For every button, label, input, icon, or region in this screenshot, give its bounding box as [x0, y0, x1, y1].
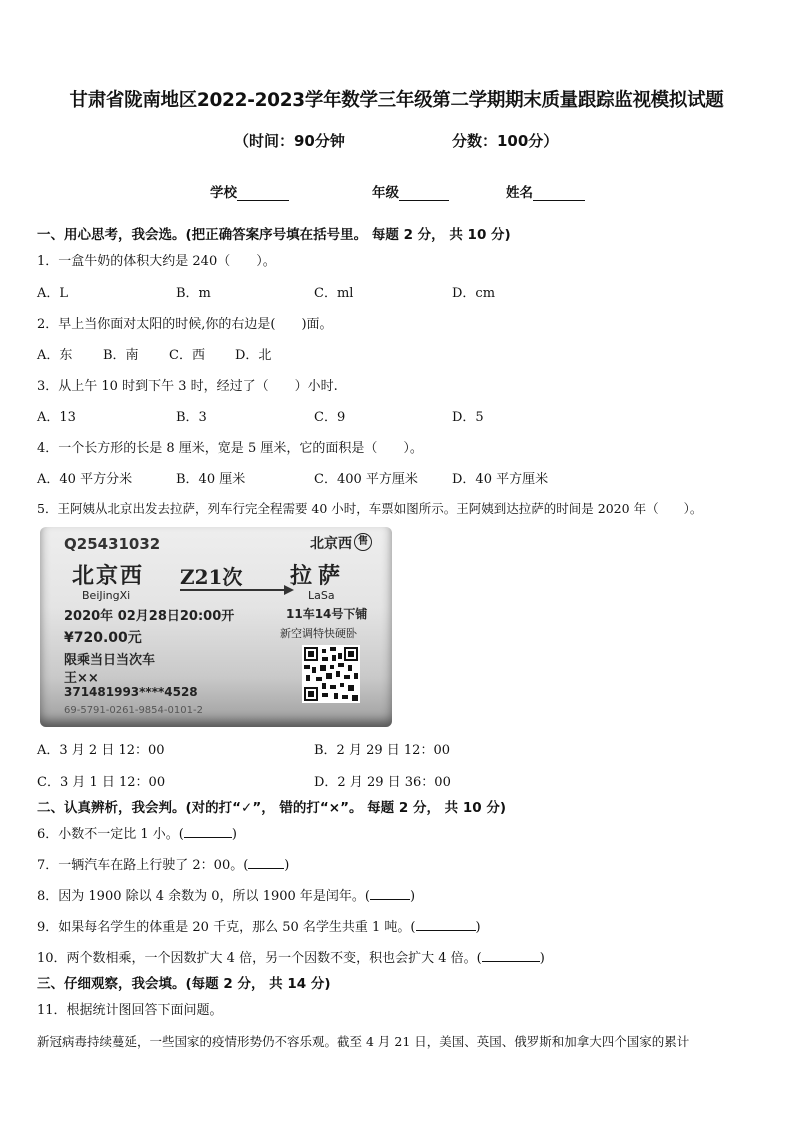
question-6-text: 6．小数不一定比 1 小。( — [37, 827, 184, 842]
school-label: 学校 — [210, 185, 237, 201]
ticket-serial: Q25431032 — [64, 535, 161, 553]
q3-option-b[interactable]: B．3 — [176, 410, 207, 425]
question-3: 3．从上午 10 时到下午 3 时，经过了（ ）小时. — [37, 379, 338, 394]
ticket-passenger: 王×× — [64, 671, 99, 686]
question-4: 4．一个长方形的长是 8 厘米，宽是 5 厘米，它的面积是（ ）。 — [37, 441, 423, 456]
ticket-to-pinyin: LaSa — [308, 589, 335, 602]
question-1: 1．一盒牛奶的体积大约是 240（ ）。 — [37, 254, 276, 269]
question-8 — [37, 885, 415, 904]
grade-blank[interactable] — [399, 186, 449, 201]
question-6 — [37, 823, 237, 842]
q4-option-a[interactable]: A．40 平方分米 — [37, 472, 133, 487]
ticket-sold-mark: 售 — [354, 533, 372, 551]
question-2: 2．早上当你面对太阳的时候,你的右边是( )面。 — [37, 317, 333, 332]
q8-close-paren: ) — [409, 889, 416, 904]
question-11: 11．根据统计图回答下面问题。 — [37, 1003, 223, 1018]
q9-answer-blank[interactable] — [416, 918, 476, 931]
q6-answer-blank[interactable] — [184, 825, 232, 838]
exam-score: 分数：100分） — [452, 132, 559, 150]
q1-option-d[interactable]: D．cm — [452, 286, 496, 301]
q6-close-paren: ) — [231, 827, 237, 842]
exam-time: （时间：90分钟 — [234, 132, 345, 150]
q2-option-a[interactable]: A．东 — [37, 348, 73, 363]
q7-answer-blank[interactable] — [248, 856, 284, 869]
q2-option-d[interactable]: D．北 — [235, 348, 272, 363]
q5-option-b[interactable]: B．2 月 29 日 12：00 — [314, 743, 450, 758]
name-label: 姓名 — [506, 185, 533, 201]
grade-field — [372, 181, 449, 201]
q4-option-c[interactable]: C．400 平方厘米 — [314, 472, 418, 487]
q3-option-a[interactable]: A．13 — [37, 410, 76, 425]
q9-close-paren: ) — [475, 920, 481, 935]
question-11-paragraph: 新冠病毒持续蔓延，一些国家的疫情形势仍不容乐观。截至 4 月 21 日，美国、英国、俄罗斯和加拿大四个国家的累计 — [37, 1034, 690, 1049]
ticket-station: 北京西 — [310, 536, 352, 552]
question-10 — [37, 947, 545, 966]
ticket-from: 北京西 — [72, 563, 145, 589]
ticket-to: 拉萨 — [290, 563, 347, 589]
section-3-heading: 三、仔细观察，我会填。(每题 2 分， 共 14 分) — [37, 976, 331, 992]
question-10-text: 10．两个数相乘，一个因数扩大 4 倍，另一个因数不变，积也会扩大 4 倍。( — [37, 951, 482, 966]
q3-option-d[interactable]: D．5 — [452, 410, 484, 425]
name-blank[interactable] — [533, 186, 585, 201]
q5-option-a[interactable]: A．3 月 2 日 12：00 — [37, 743, 165, 758]
question-9-text: 9．如果每名学生的体重是 20 千克，那么 50 名学生共重 1 吨。( — [37, 920, 416, 935]
q5-option-c[interactable]: C．3 月 1 日 12：00 — [37, 775, 166, 790]
question-9 — [37, 916, 481, 935]
ticket-code: 69-5791-0261-9854-0101-2 — [64, 705, 203, 716]
school-field — [210, 181, 289, 201]
section-1-heading: 一、用心思考，我会选。(把正确答案序号填在括号里。 每题 2 分， 共 10 分) — [37, 227, 511, 243]
q3-option-c[interactable]: C．9 — [314, 410, 346, 425]
question-7-text: 7．一辆汽车在路上行驶了 2：00。( — [37, 858, 249, 873]
question-7 — [37, 854, 289, 873]
section-2-heading: 二、认真辨析，我会判。(对的打“✓”， 错的打“×”。 每题 2 分， 共 10 分) — [37, 800, 507, 816]
grade-label: 年级 — [372, 185, 399, 201]
q8-answer-blank[interactable] — [370, 887, 410, 900]
q2-option-c[interactable]: C．西 — [169, 348, 205, 363]
ticket-arrow-icon — [180, 589, 292, 591]
q4-option-d[interactable]: D．40 平方厘米 — [452, 472, 549, 487]
q10-close-paren: ) — [539, 951, 545, 966]
name-field — [506, 181, 585, 201]
ticket-class: 新空调特快硬卧 — [280, 627, 357, 640]
train-ticket-image — [40, 527, 392, 727]
exam-title: 甘肃省陇南地区2022-2023学年数学三年级第二学期期末质量跟踪监视模拟试题 — [69, 90, 724, 111]
ticket-departure: 2020年 02月28日20:00开 — [64, 609, 235, 624]
question-5: 5．王阿姨从北京出发去拉萨，列车行完全程需要 40 小时，车票如图所示。王阿姨到达拉萨的时间是 2020 年（ ）。 — [37, 501, 703, 516]
ticket-price: ¥720.00元 — [64, 630, 142, 646]
ticket-id-number: 371481993****4528 — [64, 685, 198, 699]
q1-option-b[interactable]: B．m — [176, 286, 211, 301]
ticket-seat: 11车14号下铺 — [286, 607, 368, 621]
question-8-text: 8．因为 1900 除以 4 余数为 0，所以 1900 年是闰年。( — [37, 889, 370, 904]
q10-answer-blank[interactable] — [482, 949, 540, 962]
q2-option-b[interactable]: B．南 — [103, 348, 139, 363]
q7-close-paren: ) — [284, 858, 290, 873]
q5-option-d[interactable]: D．2 月 29 日 36：00 — [314, 775, 451, 790]
qr-code-icon — [302, 645, 360, 703]
q1-option-c[interactable]: C．ml — [314, 286, 354, 301]
ticket-train-number: Z21次 — [180, 565, 243, 589]
ticket-limit: 限乘当日当次车 — [64, 653, 156, 668]
school-blank[interactable] — [237, 186, 289, 201]
ticket-from-pinyin: BeiJingXi — [82, 589, 131, 602]
q4-option-b[interactable]: B．40 厘米 — [176, 472, 246, 487]
q1-option-a[interactable]: A．L — [37, 286, 69, 301]
